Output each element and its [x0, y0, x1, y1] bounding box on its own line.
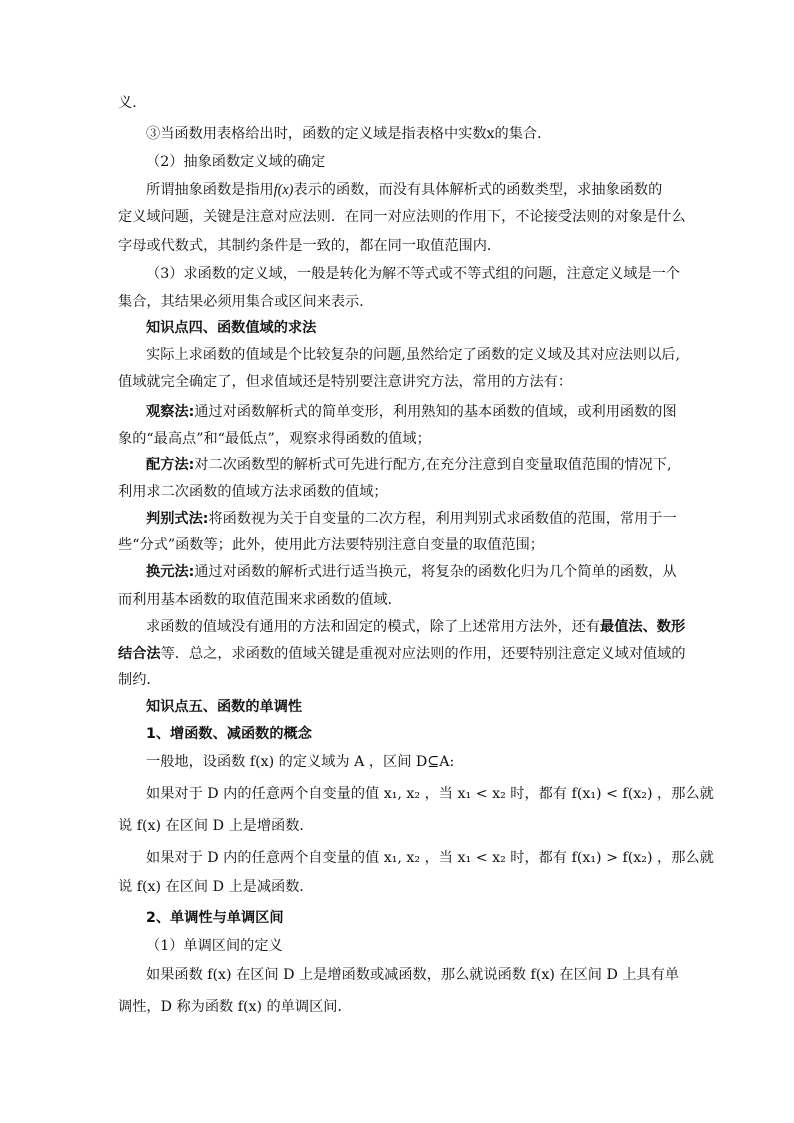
text-line: （1）单调区间的定义 — [146, 938, 283, 954]
text-line: 一般地，设函数 f(x) 的定义域为 A ，区间 D⊆A: — [146, 754, 455, 770]
subsection-heading: 2、单调性与单调区间 — [146, 910, 284, 926]
text-line: 而利用基本函数的取值范围来求函数的值域． — [118, 592, 402, 608]
text-line: 说 f(x) 在区间 D 上是减函数． — [118, 879, 314, 895]
text-line: 些“分式”函数等；此外，使用此方法要特别注意自变量的取值范围； — [118, 537, 544, 553]
text-line: 如果对于 D 内的任意两个自变量的值 x₁, x₂ ，当 x₁ < x₂ 时，都有 f(x₁) < f(x₂) ，那么就 — [146, 786, 714, 802]
text-line: 实际上求函数的值域是个比较复杂的问题,虽然给定了函数的定义域及其对应法则以后, — [146, 347, 680, 363]
text-line: 如果对于 D 内的任意两个自变量的值 x₁, x₂ ，当 x₁ < x₂ 时，都有 f(x₁) > f(x₂) ，那么就 — [146, 850, 714, 866]
text-line: ③当函数用表格给出时，函数的定义域是指表格中实数x的集合． — [146, 126, 552, 142]
text-line: （2）抽象函数定义域的确定 — [146, 154, 326, 170]
section-heading: 知识点四、函数值域的求法 — [146, 320, 317, 336]
text-line: 调性，D 称为函数 f(x) 的单调区间． — [118, 999, 352, 1015]
text-line: 换元法:通过对函数的解析式进行适当换元，将复杂的函数化归为几个简单的函数，从 — [146, 564, 677, 580]
text-line: 如果函数 f(x) 在区间 D 上是增函数或减函数，那么就说函数 f(x) 在区间 D 上具有单 — [146, 967, 680, 983]
text-line: 值域就完全确定了，但求值域还是特别要注意讲究方法，常用的方法有： — [118, 374, 573, 390]
text-line: （3）求函数的定义域，一般是转化为解不等式或不等式组的问题，注意定义域是一个 — [146, 266, 680, 282]
text-line: 说 f(x) 在区间 D 上是增函数． — [118, 818, 314, 834]
text-line: 集合，其结果必须用集合或区间来表示． — [118, 294, 374, 310]
text-line: 字母或代数式，其制约条件是一致的，都在同一取值范围内． — [118, 238, 502, 254]
text-line: 判别式法:将函数视为关于自变量的二次方程，利用判别式求函数值的范围，常用于一 — [146, 511, 677, 527]
text-line: 求函数的值域没有通用的方法和固定的模式，除了上述常用方法外，还有最值法、数形 — [146, 619, 686, 635]
text-line: 利用求二次函数的值域方法求函数的值域； — [118, 484, 388, 500]
text-line: 结合法等．总之，求函数的值域关键是重视对应法则的作用，还要特别注意定义域对值域的 — [118, 646, 686, 662]
text-line: 义． — [118, 95, 147, 111]
text-line: 象的“最高点”和“最低点”，观察求得函数的值域； — [118, 431, 431, 447]
text-line: 所谓抽象函数是指用f(x)表示的函数，而没有具体解析式的函数类型，求抽象函数的 — [146, 182, 663, 198]
text-line: 配方法:对二次函数型的解析式可先进行配方,在充分注意到自变量取值范围的情况下, — [146, 457, 672, 473]
text-line: 定义域问题，关键是注意对应法则．在同一对应法则的作用下，不论接受法则的对象是什么 — [118, 209, 686, 225]
section-heading: 知识点五、函数的单调性 — [146, 699, 303, 715]
subsection-heading: 1、增函数、减函数的概念 — [146, 726, 312, 742]
text-line: 观察法:通过对函数解析式的简单变形，利用熟知的基本函数的值域，或利用函数的图 — [146, 404, 677, 420]
text-line: 制约． — [118, 672, 161, 688]
